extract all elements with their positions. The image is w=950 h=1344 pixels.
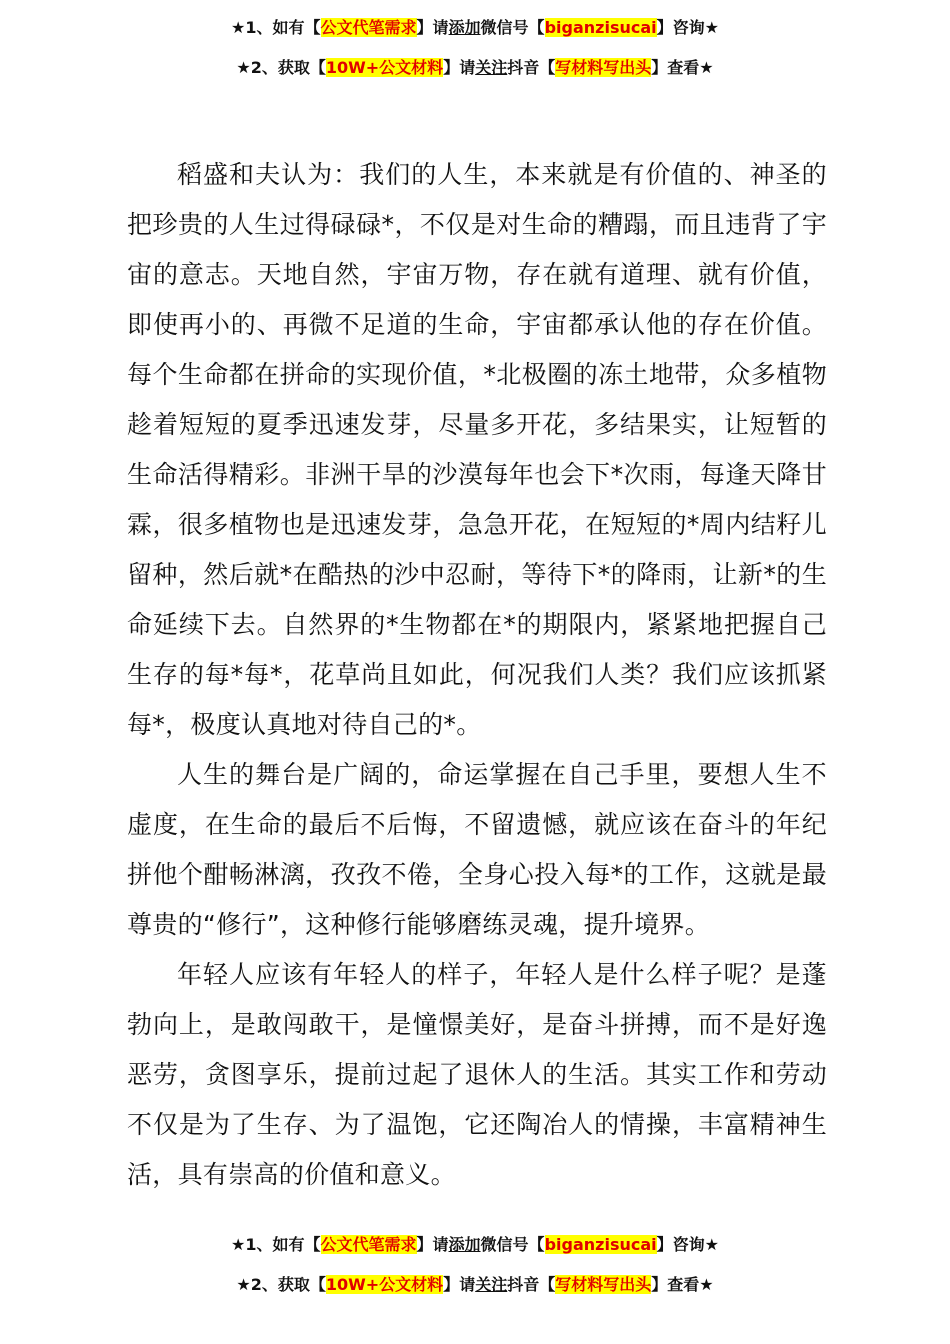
ghostwriting-highlight: 公文代笔需求 (320, 1235, 417, 1254)
top-banner (0, 8, 950, 88)
banner-line-2: ★2、获取【10W+公文材料】请关注抖音【写材料写出头】查看★ (236, 58, 714, 77)
paragraph-2: 人生的舞台是广阔的，命运掌握在自己手里，要想人生不虚度，在生命的最后不后悔，不留遗憾，就应该在奋斗的年纪拼他个酣畅淋漓，孜孜不倦，全身心投入每*的工作，这就是最尊贵的“修行”，这种修行能够磨练灵魂，提升境界。 (127, 760, 827, 939)
follow-underlined: 关注 (475, 1275, 508, 1294)
materials-highlight: 10W+公文材料 (325, 58, 444, 77)
wechat-id-highlight: biganzisucai (544, 18, 657, 37)
banner-line-2: ★2、获取【10W+公文材料】请关注抖音【写材料写出头】查看★ (236, 1275, 714, 1294)
paragraph-3: 年轻人应该有年轻人的样子，年轻人是什么样子呢？是蓬勃向上，是敢闯敢干，是憧憬美好，是奋斗拼搏，而不是好逸恶劳，贪图享乐，提前过起了退休人的生活。其实工作和劳动不仅是为了生存、为了温饱，它还陶冶人的情操，丰富精神生活，具有崇高的价值和意义。 (127, 960, 827, 1189)
douyin-id-highlight: 写材料写出头 (555, 1275, 652, 1294)
ghostwriting-highlight: 公文代笔需求 (320, 18, 417, 37)
douyin-id-highlight: 写材料写出头 (555, 58, 652, 77)
bottom-banner (0, 1225, 950, 1305)
add-underlined: 添加 (448, 18, 481, 37)
banner-line-1: ★1、如有【公文代笔需求】请添加微信号【biganzisucai】咨询★ (231, 18, 719, 37)
follow-underlined: 关注 (475, 58, 508, 77)
banner-line-1: ★1、如有【公文代笔需求】请添加微信号【biganzisucai】咨询★ (231, 1235, 719, 1254)
materials-highlight: 10W+公文材料 (325, 1275, 444, 1294)
article-body (127, 150, 827, 1200)
wechat-id-highlight: biganzisucai (544, 1235, 657, 1254)
add-underlined: 添加 (448, 1235, 481, 1254)
paragraph-1: 稻盛和夫认为：我们的人生，本来就是有价值的、神圣的把珍贵的人生过得碌碌*，不仅是对生命的糟蹋，而且违背了宇宙的意志。天地自然，宇宙万物，存在就有道理、就有价值，即使再小的、再微不足道的生命，宇宙都承认他的存在价值。每个生命都在拼命的实现价值，*北极圈的冻土地带，众多植物趁着短短的夏季迅速发芽，尽量多开花，多结果实，让短暂的生命活得精彩。非洲干旱的沙漠每年也会下*次雨，每逢天降甘霖，很多植物也是迅速发芽，急急开花，在短短的*周内结籽儿留种，然后就*在酷热的沙中忍耐，等待下*的降雨，让新*的生命延续下去。自然界的*生物都在*的期限内，紧紧地把握自己生存的每*每*，花草尚且如此，何况我们人类？我们应该抓紧每*，极度认真地对待自己的*。 (127, 160, 827, 739)
